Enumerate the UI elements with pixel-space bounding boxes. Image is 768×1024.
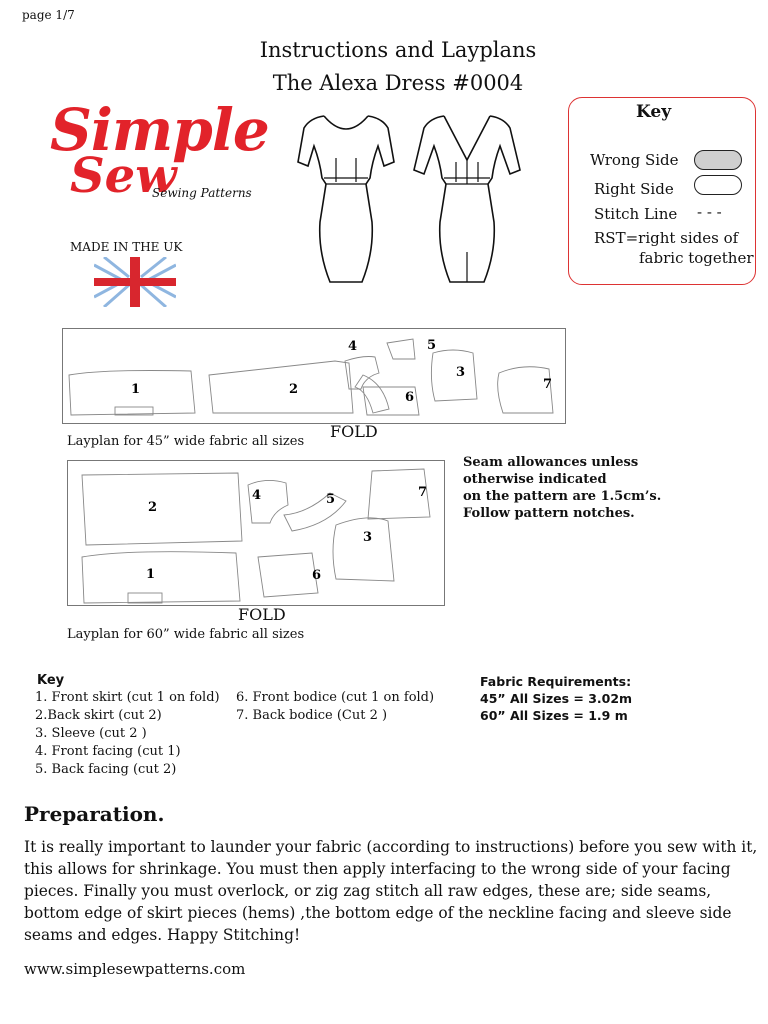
fabric-60-line: 60” All Sizes = 1.9 m <box>480 708 628 723</box>
pieces-key-item: 3. Sleeve (cut 2 ) <box>35 726 147 741</box>
layplan-60-diagram <box>67 460 445 606</box>
piece-3-label-60: 3 <box>363 530 373 545</box>
key-title: Key <box>636 102 672 122</box>
seam-note-line3: on the pattern are 1.5cm’s. <box>463 489 662 504</box>
pieces-key-col1 <box>35 689 220 779</box>
piece-7-label: 7 <box>543 377 553 392</box>
piece-6-label: 6 <box>405 390 415 405</box>
pieces-key-item: 5. Back facing (cut 2) <box>35 762 177 777</box>
wrong-side-swatch <box>694 150 742 170</box>
pieces-key-title: Key <box>37 673 65 688</box>
layplan-45-pieces <box>63 329 565 423</box>
piece-3-label: 3 <box>456 365 466 380</box>
logo-tagline: Sewing Patterns <box>152 186 252 200</box>
key-stitch-line-label: Stitch Line <box>594 205 678 223</box>
page-subtitle: The Alexa Dress #0004 <box>272 71 524 95</box>
fabric-requirements-title: Fabric Requirements: <box>480 674 632 689</box>
union-flag-icon <box>94 257 176 307</box>
seam-note-line2: otherwise indicated <box>463 472 607 487</box>
made-in-uk-label: MADE IN THE UK <box>70 240 183 254</box>
page-number: page 1/7 <box>22 8 75 22</box>
dress-back-sketch <box>412 112 522 290</box>
piece-6-label-60: 6 <box>312 568 322 583</box>
fabric-requirements <box>480 673 632 724</box>
key-rst-line2: fabric together <box>639 249 754 267</box>
piece-1-label-60: 1 <box>146 567 156 582</box>
pieces-key-col2 <box>236 689 434 725</box>
piece-1-label: 1 <box>131 382 141 397</box>
key-rst-line1: RST=right sides of <box>594 229 739 247</box>
piece-4-label-60: 4 <box>252 488 262 503</box>
pieces-key-item: 6. Front bodice (cut 1 on fold) <box>236 690 435 705</box>
simple-sew-logo <box>36 96 276 216</box>
layplan-45-caption: Layplan for 45” wide fabric all sizes <box>67 434 305 449</box>
seam-note-line4: Follow pattern notches. <box>463 506 635 521</box>
logo-brand-line1: Simple <box>50 96 269 164</box>
logo-brand-line2: Sew <box>70 148 177 204</box>
layplan-45-fold: FOLD <box>330 422 378 441</box>
piece-7-label-60: 7 <box>418 485 428 500</box>
dress-front-sketch <box>296 112 396 290</box>
pieces-key-item: 4. Front facing (cut 1) <box>35 744 181 759</box>
right-side-swatch <box>694 175 742 195</box>
layplan-60-caption: Layplan for 60” wide fabric all sizes <box>67 627 305 642</box>
piece-4-label: 4 <box>348 339 358 354</box>
piece-2-label-60: 2 <box>148 500 158 515</box>
preparation-heading: Preparation. <box>24 802 165 826</box>
footer-url[interactable]: www.simplesewpatterns.com <box>24 960 246 978</box>
page-title: Instructions and Layplans <box>259 38 537 62</box>
preparation-body: It is really important to launder your fabric (according to instructions) before you sew with it, this allows for shrinkage. You must then apply interfacing to the wrong side of your facing pieces. Finally you must overlock, or zig zag stitch all raw edges, these are; side seams, bottom edge of skirt pieces (hems) ,the bottom edge of the neckline facing and sleeve side seams and edges. Happy Stitching! <box>24 838 758 944</box>
key-right-side-label: Right Side <box>594 180 674 198</box>
pieces-key-item: 1. Front skirt (cut 1 on fold) <box>35 690 220 705</box>
seam-note-line1: Seam allowances unless <box>463 455 639 470</box>
piece-2-label: 2 <box>289 382 299 397</box>
layplan-60-fold: FOLD <box>238 605 286 624</box>
stitch-line-symbol: - - - <box>697 203 722 221</box>
fabric-45-line: 45” All Sizes = 3.02m <box>480 691 633 706</box>
layplan-45-diagram <box>62 328 566 424</box>
piece-5-label: 5 <box>427 338 437 353</box>
piece-5-label-60: 5 <box>326 492 336 507</box>
pieces-key-item: 7. Back bodice (Cut 2 ) <box>236 708 388 723</box>
pieces-key-item: 2.Back skirt (cut 2) <box>35 708 162 723</box>
layplan-60-pieces <box>68 461 444 605</box>
key-wrong-side-label: Wrong Side <box>590 151 679 169</box>
seam-allowance-note <box>463 454 661 522</box>
